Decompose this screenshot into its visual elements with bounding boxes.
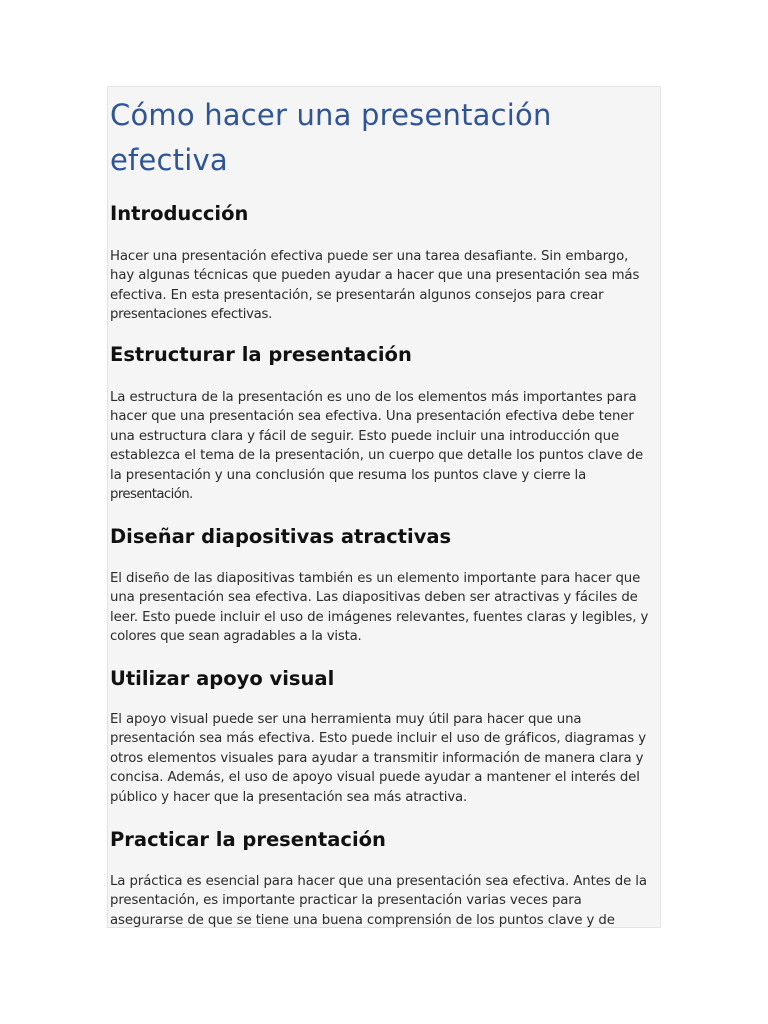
- document-title: [110, 93, 650, 183]
- paragraph-line: presentación sea más efectiva. Esto puede incluir el uso de gráficos, diagramas y: [110, 731, 646, 747]
- paragraph-line: colores que sean agradables a la vista.: [110, 629, 362, 645]
- paragraph-line: concisa. Además, el uso de apoyo visual puede ayudar a mantener el interés del: [110, 770, 640, 786]
- paragraph-line: una presentación sea efectiva. Las diapositivas deben ser atractivas y fáciles de: [110, 590, 638, 606]
- paragraph-line: Hacer una presentación efectiva puede ser una tarea desafiante. Sin embargo,: [110, 249, 629, 264]
- paragraph-line: El diseño de las diapositivas también es un elemento importante para hacer que: [110, 571, 641, 586]
- section-paragraph-introduccion: [110, 247, 661, 325]
- section-paragraph-practicar: [110, 872, 661, 928]
- paragraph-line: una estructura clara y fácil de seguir. Esto puede incluir una introducción que: [110, 428, 620, 444]
- paragraph-line: leer. Esto puede incluir el uso de imágenes relevantes, fuentes claras y legibles, y: [110, 609, 649, 625]
- section-heading-introduccion: Introducción: [110, 202, 249, 225]
- title-line: efectiva: [110, 143, 228, 177]
- title-line: Cómo hacer una presentación: [110, 98, 552, 132]
- section-paragraph-apoyo-visual: [110, 710, 661, 807]
- paragraph-line: establezca el tema de la presentación, un cuerpo que detalle los puntos clave de: [110, 448, 644, 464]
- section-paragraph-disenar: [110, 569, 661, 647]
- paragraph-line: público y hacer que la presentación sea más atractiva.: [110, 789, 468, 805]
- paragraph-line: otros elementos visuales para ayudar a transmitir información de manera clara y: [110, 750, 644, 766]
- section-paragraph-estructurar: [110, 388, 661, 504]
- paragraph-line: presentación.: [110, 487, 193, 503]
- section-heading-disenar: Diseñar diapositivas atractivas: [110, 525, 452, 548]
- document-page: [107, 86, 661, 928]
- paragraph-line: la presentación y una conclusión que resuma los puntos clave y cierre la: [110, 467, 587, 483]
- paragraph-line: asegurarse de que se tiene una buena comprensión de los puntos clave y de: [110, 912, 615, 928]
- paragraph-line: La práctica es esencial para hacer que una presentación sea efectiva. Antes de la: [110, 874, 647, 889]
- section-heading-estructurar: Estructurar la presentación: [110, 343, 412, 366]
- paragraph-line: La estructura de la presentación es uno de los elementos más importantes para: [110, 390, 637, 405]
- paragraph-line: El apoyo visual puede ser una herramienta muy útil para hacer que una: [110, 712, 582, 727]
- paragraph-line: hacer que una presentación sea efectiva. Una presentación efectiva debe tener: [110, 409, 634, 425]
- paragraph-line: hay algunas técnicas que pueden ayudar a hacer que una presentación sea más: [110, 268, 640, 284]
- paragraph-line: presentaciones efectivas.: [110, 307, 273, 323]
- section-heading-practicar: Practicar la presentación: [110, 828, 386, 851]
- paragraph-line: presentación, es importante practicar la presentación varias veces para: [110, 893, 582, 909]
- section-heading-apoyo-visual: Utilizar apoyo visual: [110, 667, 335, 690]
- paragraph-line: efectiva. En esta presentación, se presentarán algunos consejos para crear: [110, 287, 604, 303]
